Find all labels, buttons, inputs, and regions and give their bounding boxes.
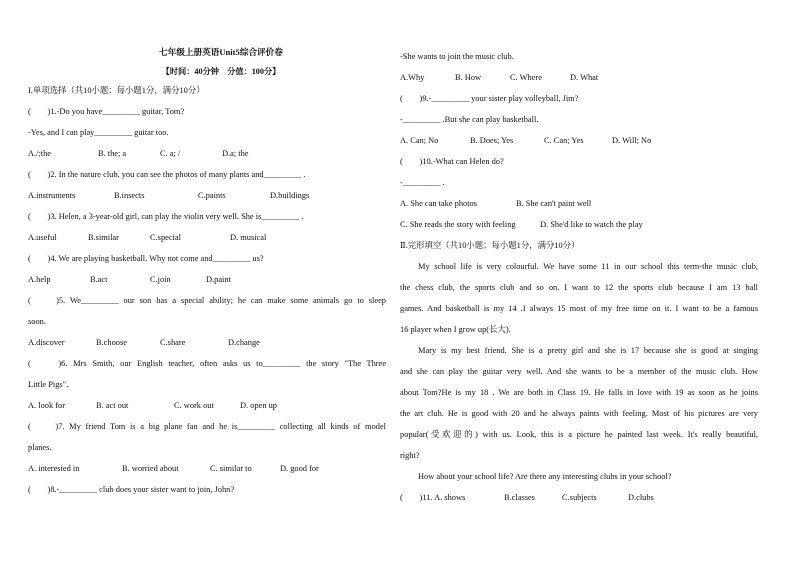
option-a: A. Can; No xyxy=(400,136,439,145)
question-4-options xyxy=(28,275,386,285)
cloze-passage xyxy=(400,262,758,482)
option-a: A.help xyxy=(28,275,51,284)
option-b: B.act xyxy=(90,275,108,284)
option-b: B. She can't paint well xyxy=(516,199,592,208)
option-d: D.paint xyxy=(206,275,231,284)
option-c: C.subjects xyxy=(562,493,597,502)
question-2-stem: ( )2. In the nature club, you can see the photos of many plants and_________ . xyxy=(28,170,306,179)
question-1-options xyxy=(28,149,386,159)
question-10-options-row-1 xyxy=(400,199,758,209)
question-5-stem: ( )5. We_________ our son has a special ability; he can make some animals go to sleep xyxy=(28,296,386,305)
option-a: A.instruments xyxy=(28,191,76,200)
passage-line: popular(受欢迎的) with us. Look, this is a picture he painted last week. It's really beautiful, xyxy=(400,430,758,439)
question-9-stem: ( )9.-_________ your sister play volleyball, Jim? xyxy=(400,94,579,103)
option-b: B. act out xyxy=(96,401,129,410)
question-9-options xyxy=(400,136,758,146)
question-5-stem-continued: soon. xyxy=(28,317,46,326)
option-b: B.similar xyxy=(88,233,119,242)
option-d: D.a; the xyxy=(222,149,249,158)
option-a: A./;the xyxy=(28,149,52,158)
option-d: D. She'd like to watch the play xyxy=(540,220,643,229)
paper-title: 七年级上册英语Unit5综合评价卷 xyxy=(159,47,283,57)
option-a: A. look for xyxy=(28,401,65,410)
option-a: A.Why xyxy=(400,73,425,82)
passage-line: the chess club, the sports club and so on. I want to 12 the sports club because I am 13 ball xyxy=(400,283,758,292)
option-b: B. Does; Yes xyxy=(470,136,514,145)
option-d: D. What xyxy=(570,73,599,82)
passage-line: games. And basketball is my 14 .I always 15 most of my free time on it. I want to be a famous xyxy=(400,304,758,313)
question-8-answer-line: -She wants to join the music club. xyxy=(400,52,514,61)
option-c: C.special xyxy=(150,233,181,242)
passage-line: about Tom?He is my 18 . We are both in Class 19. He falls in love with 19 as soon as he joins xyxy=(400,388,758,397)
option-a: A. interested in xyxy=(28,464,80,473)
option-d: D. open up xyxy=(240,401,277,410)
question-7-options xyxy=(28,464,386,474)
option-b: B.choose xyxy=(96,338,127,347)
question-6-stem-continued: Little Pigs". xyxy=(28,380,69,389)
option-c: C.paints xyxy=(198,191,226,200)
question-3-stem: ( )3. Helen, a 3-year-old girl, can play the violin very well. She is_________ . xyxy=(28,212,304,221)
question-2-options xyxy=(28,191,386,201)
passage-line: My school life is very colourful. We have some 11 in our school this term-the music club, xyxy=(418,262,758,271)
question-5-options xyxy=(28,338,386,348)
option-c: C. a; / xyxy=(160,149,181,158)
passage-line: 16 player when I grow up(长大). xyxy=(400,325,511,334)
option-b: B.classes xyxy=(504,493,535,502)
time-score-info: 【时间：40分钟 分值：100分】 xyxy=(161,67,281,76)
option-d: D.buildings xyxy=(270,191,310,200)
option-b: B. the; a xyxy=(98,149,127,158)
question-6-options xyxy=(28,401,386,411)
section-heading-cloze: Ⅱ.完形填空（共10小题；每小题1分，满分10分） xyxy=(400,241,580,250)
passage-line: the art club. He is good with 20 and he always paints with feeling. Most of his pictures are very xyxy=(400,409,758,418)
passage-line: and she can play the guitar very well. And she wants to be a member of the music club. How xyxy=(400,367,758,376)
option-d: D.change xyxy=(228,338,260,347)
passage-line: Mary is my best friend. She is a pretty girl and she is 17 because she is good at singing xyxy=(418,346,758,355)
question-4-stem: ( )4. We are playing basketball. Why not come and_________ us? xyxy=(28,254,264,263)
question-8-stem: ( )8.-_________ club does your sister want to join, John? xyxy=(28,485,235,494)
option-c: C. Where xyxy=(510,73,542,82)
question-10-stem: ( )10.-What can Helen do? xyxy=(400,157,504,166)
option-d: D.clubs xyxy=(628,493,654,502)
option-a: A.discover xyxy=(28,338,65,347)
option-d: D. good for xyxy=(280,464,319,473)
option-c: C. She reads the story with feeling xyxy=(400,220,516,229)
question-8-options xyxy=(400,73,758,83)
question-11-options xyxy=(400,493,758,503)
section-heading-single-choice: I.单项选择（共10小题；每小题1分，满分10分） xyxy=(28,86,205,95)
passage-line: How about your school life? Are there any interesting clubs in your school? xyxy=(418,472,672,481)
option-c: C. work out xyxy=(174,401,214,410)
option-b: B. worried about xyxy=(122,464,179,473)
right-column xyxy=(400,52,758,514)
option-c: C.share xyxy=(160,338,186,347)
question-11-stem: ( )11. A. shows xyxy=(400,493,466,502)
option-c: C. Can; Yes xyxy=(544,136,584,145)
question-1-stem: ( )1.-Do you have_________ guitar, Tom? xyxy=(28,107,185,116)
question-1-answer-line: -Yes, and I can play_________ guitar too. xyxy=(28,128,169,137)
question-6-stem: ( )6. Mrs Smith, our English teacher, often asks us to_________ the story "The Three xyxy=(28,359,386,368)
left-column xyxy=(28,46,386,506)
option-b: B. How xyxy=(455,73,482,82)
option-c: C. similar to xyxy=(210,464,252,473)
question-10-options-row-2 xyxy=(400,220,758,230)
question-7-stem-continued: planes. xyxy=(28,443,52,452)
passage-line: right? xyxy=(400,451,420,460)
question-10-answer-line: -_________ . xyxy=(400,178,445,187)
option-a: A.useful xyxy=(28,233,57,242)
option-d: D. musical xyxy=(230,233,267,242)
option-c: C.join xyxy=(150,275,171,284)
option-b: B.insects xyxy=(114,191,145,200)
question-9-answer-line: -_________ .But she can play basketball. xyxy=(400,115,539,124)
option-a: A. She can take photos xyxy=(400,199,477,208)
question-7-stem: ( )7. My friend Tom is a big plane fan and he is_________ collecting all kinds of model xyxy=(28,422,386,431)
option-d: D. Will; No xyxy=(612,136,652,145)
question-3-options xyxy=(28,233,386,243)
